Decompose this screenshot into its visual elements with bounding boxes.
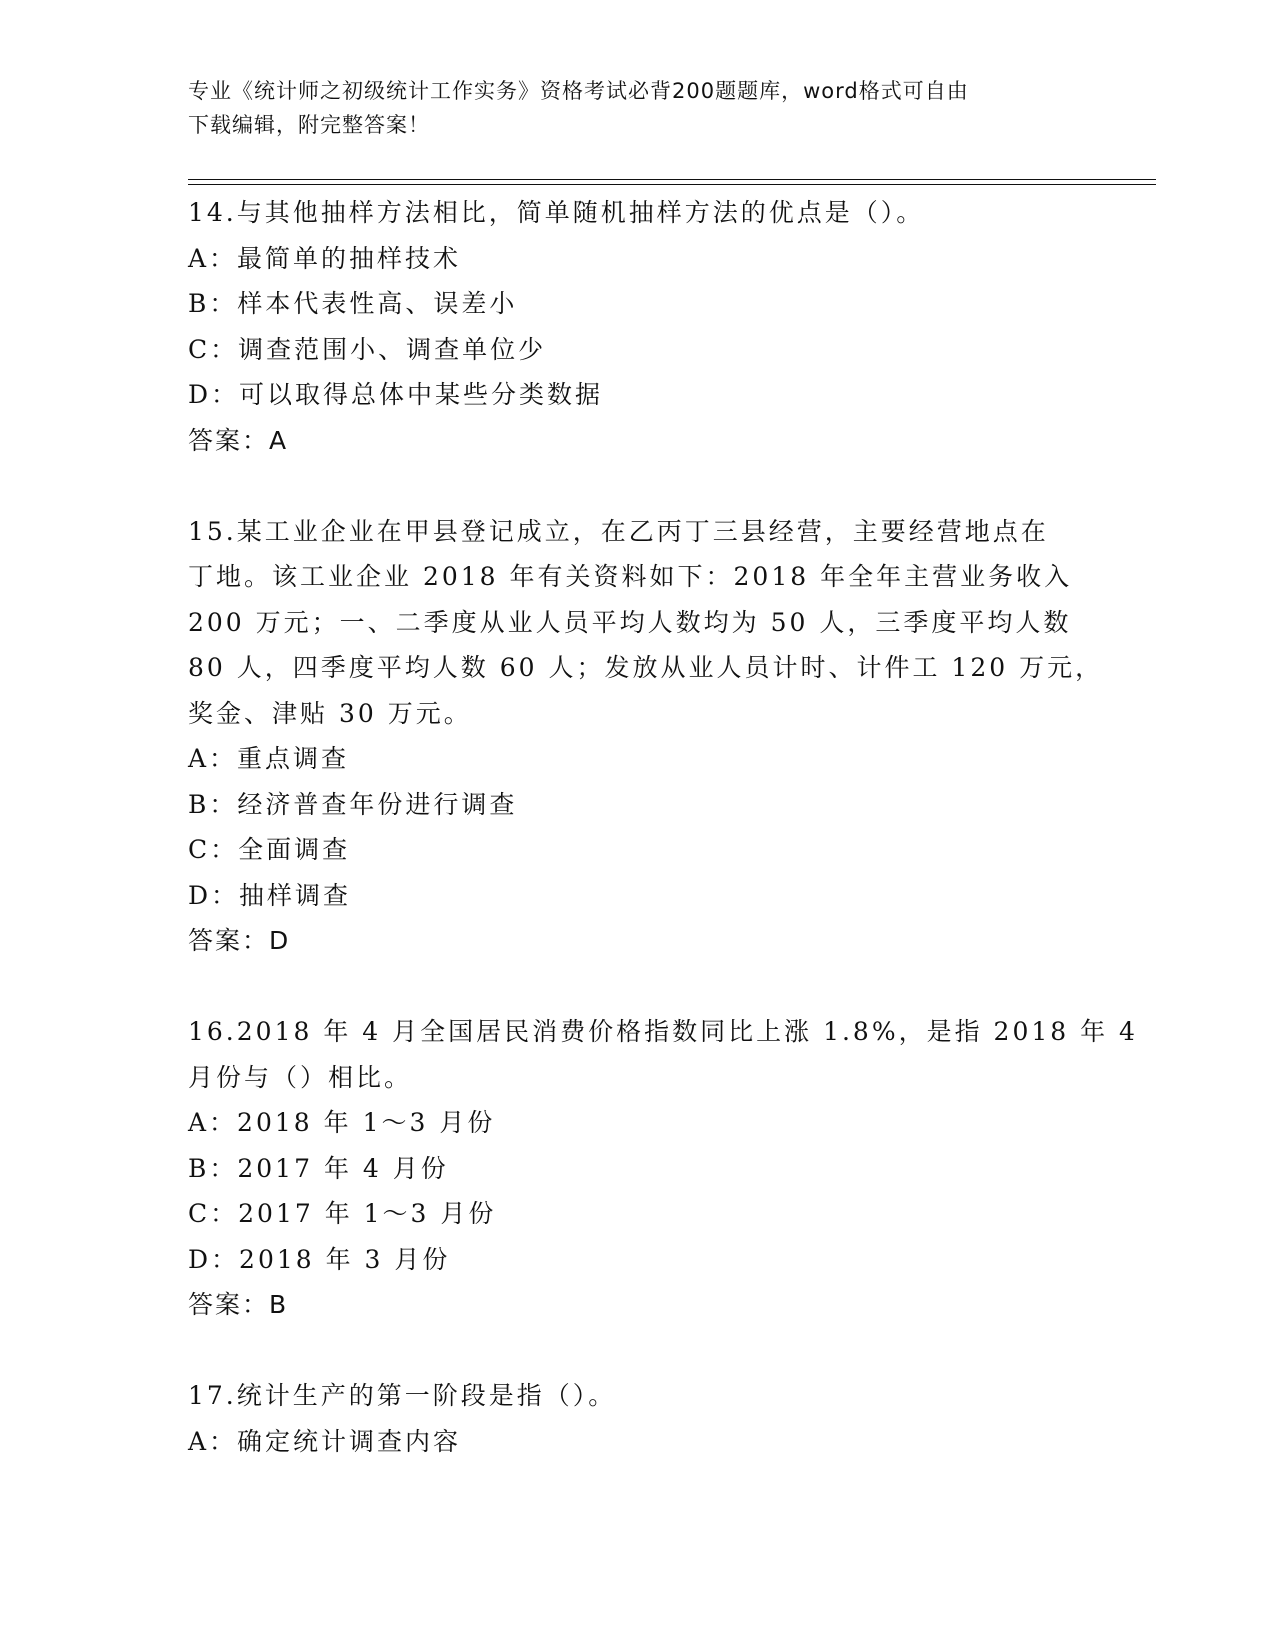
question-stem: 16.2018 年 4 月全国居民消费价格指数同比上涨 1.8%，是指 2018 年 4 — [188, 1017, 1138, 1046]
option-a: A：2018 年 1～3 月份 — [188, 1108, 496, 1137]
question-stem: 80 人，四季度平均人数 60 人；发放从业人员计时、计件工 120 万元， — [188, 653, 1104, 682]
option-c: C：2017 年 1～3 月份 — [188, 1199, 497, 1228]
document-header — [188, 74, 1088, 142]
option-a: A：重点调查 — [188, 744, 350, 773]
question-14 — [188, 190, 1088, 463]
option-c: C：全面调查 — [188, 835, 351, 864]
question-stem: 丁地。该工业企业 2018 年有关资料如下：2018 年全年主营业务收入 — [188, 562, 1073, 591]
header-divider — [188, 179, 1156, 180]
option-b: B：经济普查年份进行调查 — [188, 789, 518, 819]
answer-text: 答案：D — [188, 926, 291, 955]
question-16 — [188, 1009, 1138, 1328]
question-stem: 200 万元；一、二季度从业人员平均人数均为 50 人，三季度平均人数 — [188, 607, 1072, 637]
question-stem: 15.某工业企业在甲县登记成立，在乙丙丁三县经营，主要经营地点在 — [188, 516, 1049, 546]
option-a: A：最简单的抽样技术 — [188, 243, 462, 273]
option-c: C：调查范围小、调查单位少 — [188, 334, 547, 364]
answer-text: 答案：B — [188, 1290, 289, 1319]
option-d: D：2018 年 3 月份 — [188, 1244, 451, 1274]
option-d: D：抽样调查 — [188, 880, 352, 910]
option-b: B：2017 年 4 月份 — [188, 1153, 449, 1183]
question-stem: 月份与（）相比。 — [188, 1062, 413, 1092]
question-15 — [188, 509, 1104, 964]
spacer — [188, 1328, 1088, 1374]
spacer — [188, 964, 1088, 1010]
spacer — [188, 463, 1088, 509]
answer-text: 答案：A — [188, 425, 289, 455]
option-d: D：可以取得总体中某些分类数据 — [188, 380, 604, 409]
option-b: B：样本代表性高、误差小 — [188, 289, 518, 318]
header-line: 专业《统计师之初级统计工作实务》资格考试必背200题题库，word格式可自由 — [188, 79, 969, 103]
question-stem: 17.统计生产的第一阶段是指（）。 — [188, 1381, 617, 1410]
header-divider — [188, 184, 1156, 185]
question-stem: 奖金、津贴 30 万元。 — [188, 698, 472, 728]
question-stem: 14.与其他抽样方法相比，简单随机抽样方法的优点是（）。 — [188, 198, 925, 227]
question-list — [188, 190, 1138, 1464]
question-17 — [188, 1373, 1088, 1464]
header-line: 下载编辑，附完整答案！ — [188, 113, 430, 137]
option-a: A：确定统计调查内容 — [188, 1426, 462, 1456]
